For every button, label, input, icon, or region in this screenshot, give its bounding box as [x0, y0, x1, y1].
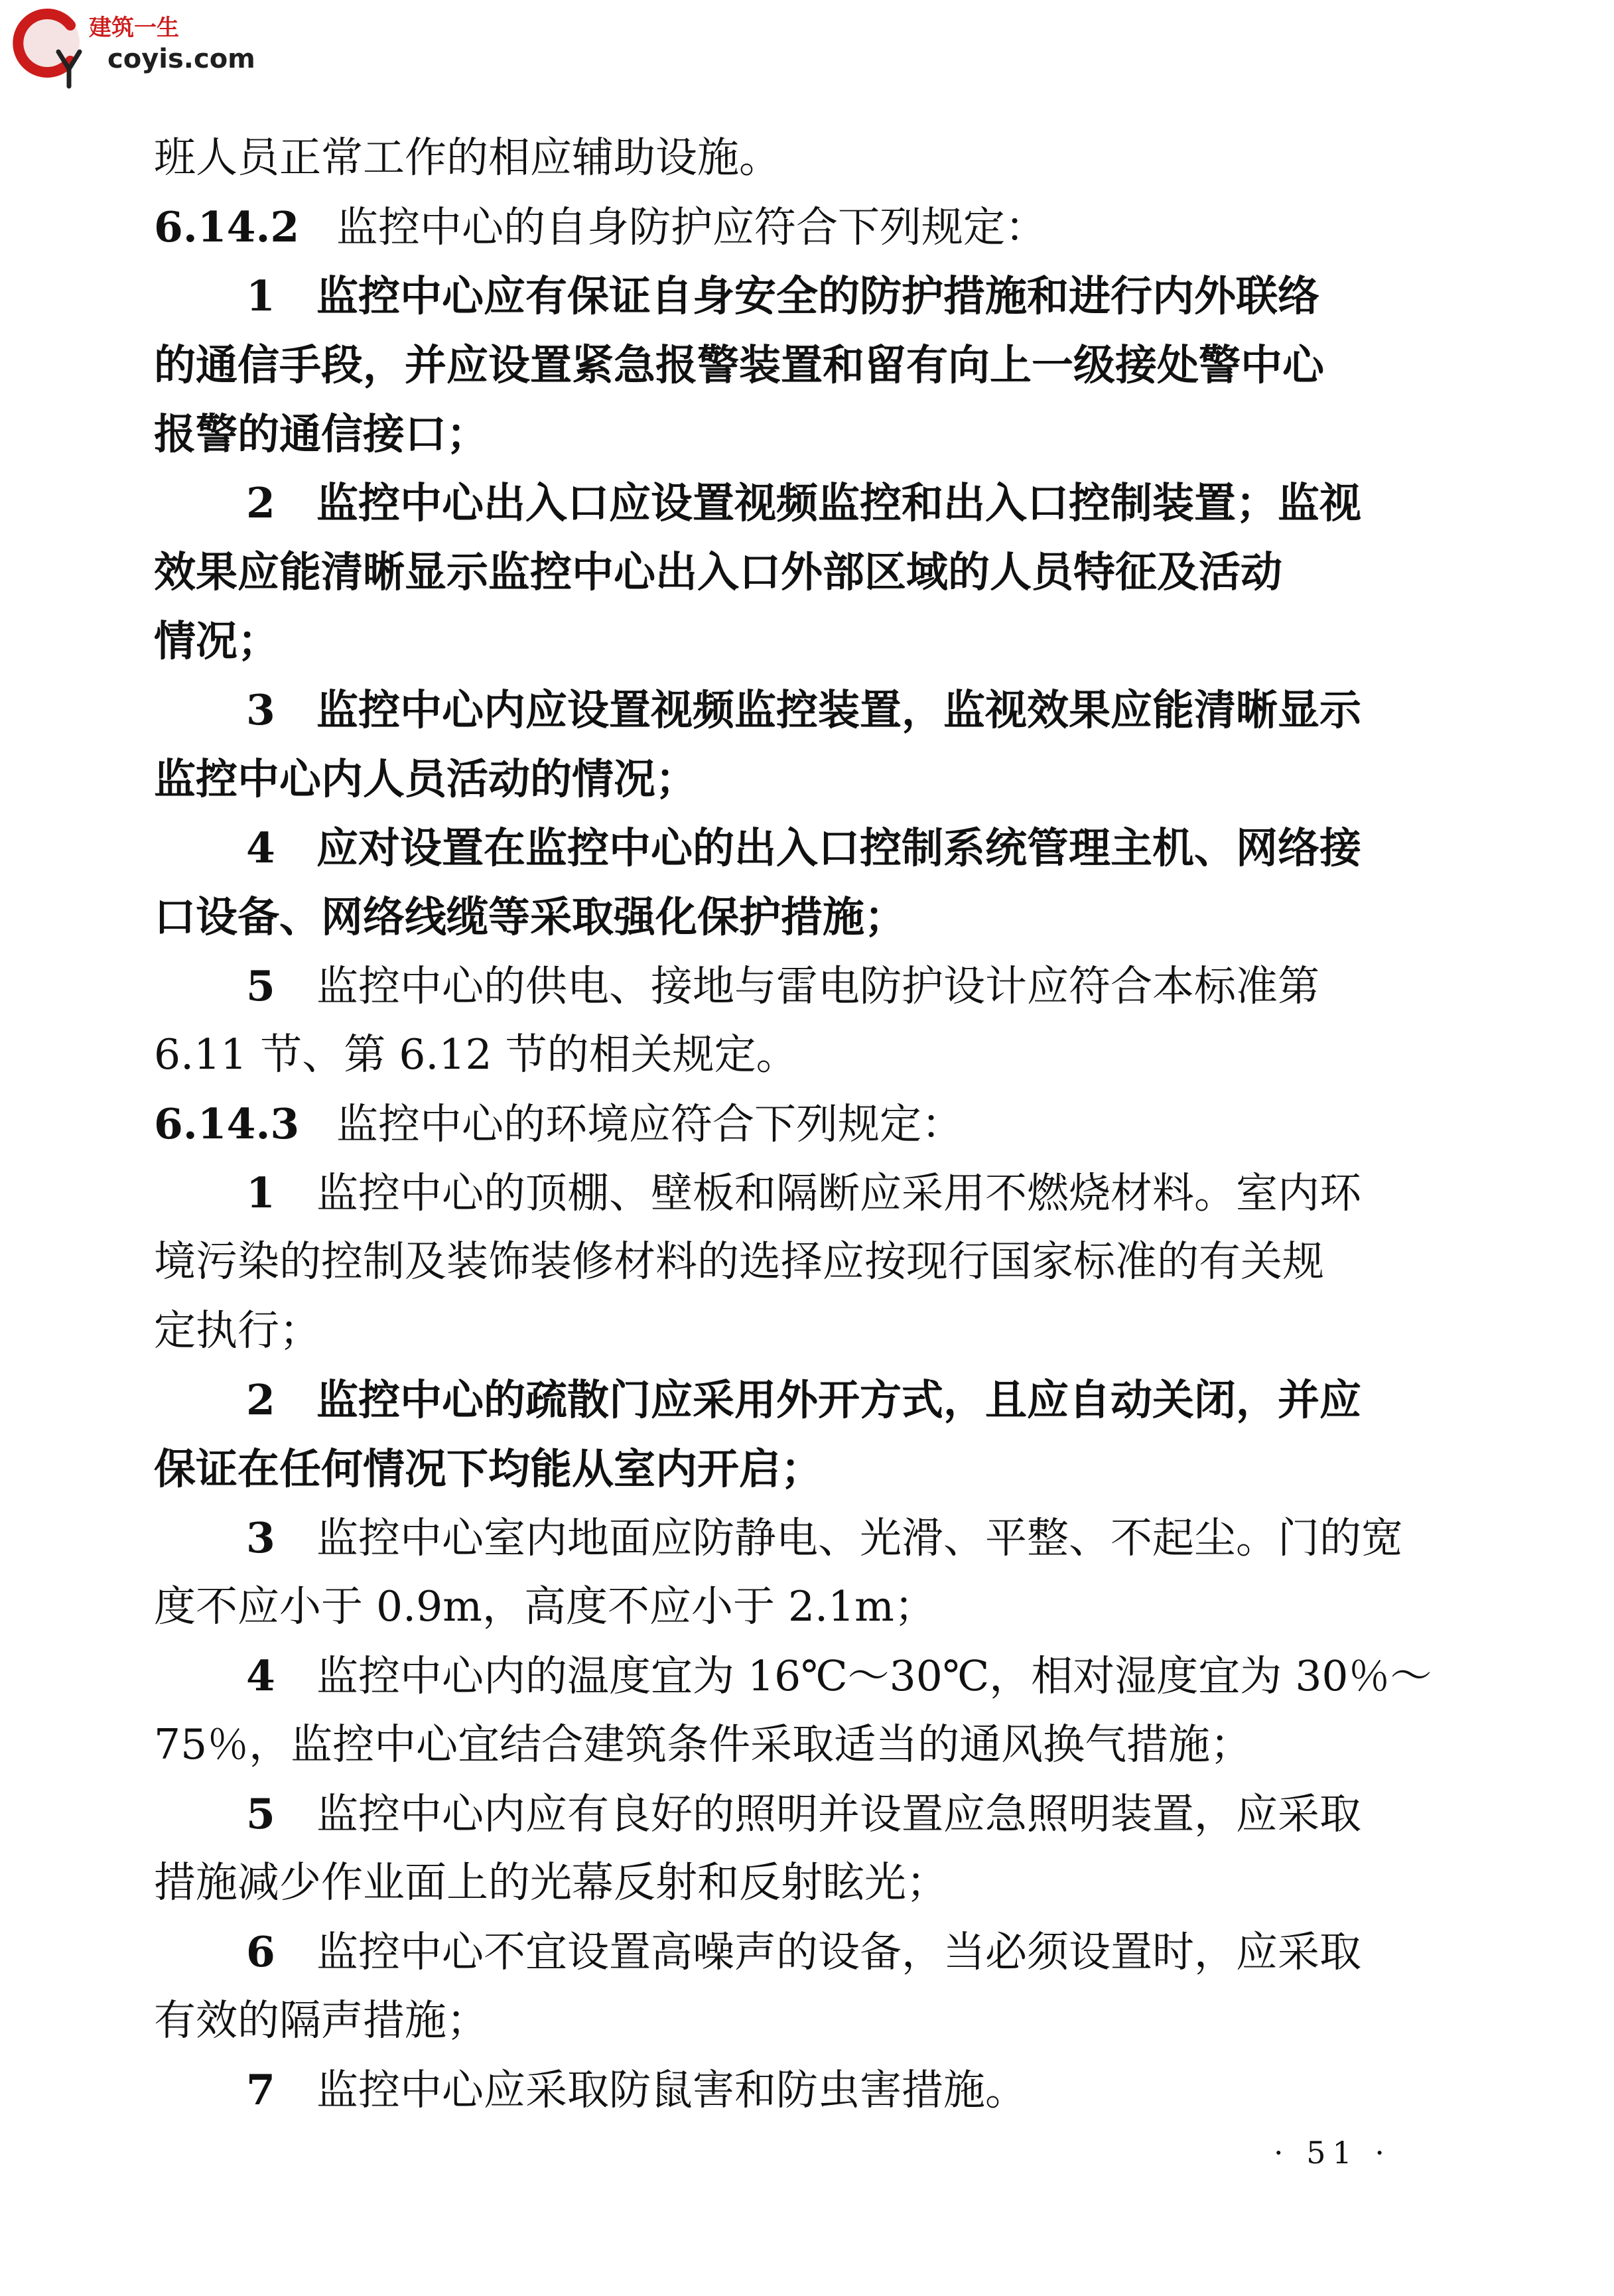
cy-logo-icon — [9, 5, 96, 92]
watermark-site-url: coyis.com — [107, 44, 255, 74]
text-line: 效果应能清晰显示监控中心出入口外部区域的人员特征及活动 — [154, 547, 1282, 596]
list-item: 3 监控中心室内地面应防静电、光滑、平整、不起尘。门的宽 — [154, 1503, 1441, 1572]
item-number: 2 — [246, 478, 275, 527]
list-item: 7 监控中心应采取防鼠害和防虫害措施。 — [154, 2055, 1441, 2124]
document-body — [154, 123, 1441, 2124]
list-item: 5 监控中心的供电、接地与雷电防护设计应符合本标准第 — [154, 951, 1441, 1020]
text-line: 措施减少作业面上的光幕反射和反射眩光； — [154, 1858, 948, 1907]
site-watermark-logo — [9, 5, 288, 92]
text-line: 境污染的控制及装饰装修材料的选择应按现行国家标准的有关规 — [154, 1237, 1324, 1286]
clause-number: 6.14.3 — [154, 1099, 300, 1148]
list-item: 2 监控中心出入口应设置视频监控和出入口控制装置；监视 — [154, 468, 1441, 537]
text-line: 度不应小于 0.9m，高度不应小于 2.1m； — [154, 1582, 936, 1631]
clause-heading: 6.14.2 监控中心的自身防护应符合下列规定： — [154, 192, 1441, 261]
item-number: 4 — [246, 823, 275, 872]
list-item: 4 监控中心内的温度宜为 16℃～30℃，相对湿度宜为 30％～ — [154, 1641, 1441, 1710]
text-line: 情况； — [154, 616, 279, 665]
item-number: 6 — [246, 1927, 275, 1976]
item-number: 1 — [246, 271, 275, 320]
page-number: · 51 · — [1274, 2135, 1392, 2171]
item-number: 3 — [246, 1513, 275, 1562]
item-number: 7 — [246, 2065, 275, 2114]
text-line: 保证在任何情况下均能从室内开启； — [154, 1444, 823, 1493]
item-number: 3 — [246, 685, 275, 734]
list-item: 6 监控中心不宜设置高噪声的设备，当必须设置时，应采取 — [154, 1917, 1441, 1986]
list-item: 4 应对设置在监控中心的出入口控制系统管理主机、网络接 — [154, 813, 1441, 882]
list-item: 2 监控中心的疏散门应采用外开方式，且应自动关闭，并应 — [154, 1365, 1441, 1434]
list-item: 1 监控中心的顶棚、壁板和隔断应采用不燃烧材料。室内环 — [154, 1158, 1441, 1227]
clause-heading: 6.14.3 监控中心的环境应符合下列规定： — [154, 1089, 1441, 1158]
item-number: 5 — [246, 961, 275, 1010]
clause-number: 6.14.2 — [154, 202, 300, 251]
item-number: 4 — [246, 1651, 275, 1700]
item-number: 5 — [246, 1789, 275, 1838]
item-number: 2 — [246, 1375, 275, 1424]
list-item: 1 监控中心应有保证自身安全的防护措施和进行内外联络 — [154, 261, 1441, 330]
text-line: 报警的通信接口； — [154, 409, 488, 458]
text-line: 6.11 节、第 6.12 节的相关规定。 — [154, 1030, 798, 1079]
list-item: 5 监控中心内应有良好的照明并设置应急照明装置，应采取 — [154, 1779, 1441, 1848]
text-line: 有效的隔声措施； — [154, 1996, 488, 2045]
text-line: 75％，监控中心宜结合建筑条件采取适当的通风换气措施； — [154, 1720, 1252, 1769]
text-line: 班人员正常工作的相应辅助设施。 — [154, 133, 781, 182]
list-item: 3 监控中心内应设置视频监控装置，监视效果应能清晰显示 — [154, 675, 1441, 744]
item-number: 1 — [246, 1168, 275, 1217]
watermark-site-name: 建筑一生 — [89, 15, 179, 41]
text-line: 监控中心内人员活动的情况； — [154, 754, 697, 803]
text-line: 定执行； — [154, 1306, 321, 1355]
text-line: 口设备、网络线缆等采取强化保护措施； — [154, 892, 906, 941]
text-line: 的通信手段，并应设置紧急报警装置和留有向上一级接处警中心 — [154, 340, 1324, 389]
